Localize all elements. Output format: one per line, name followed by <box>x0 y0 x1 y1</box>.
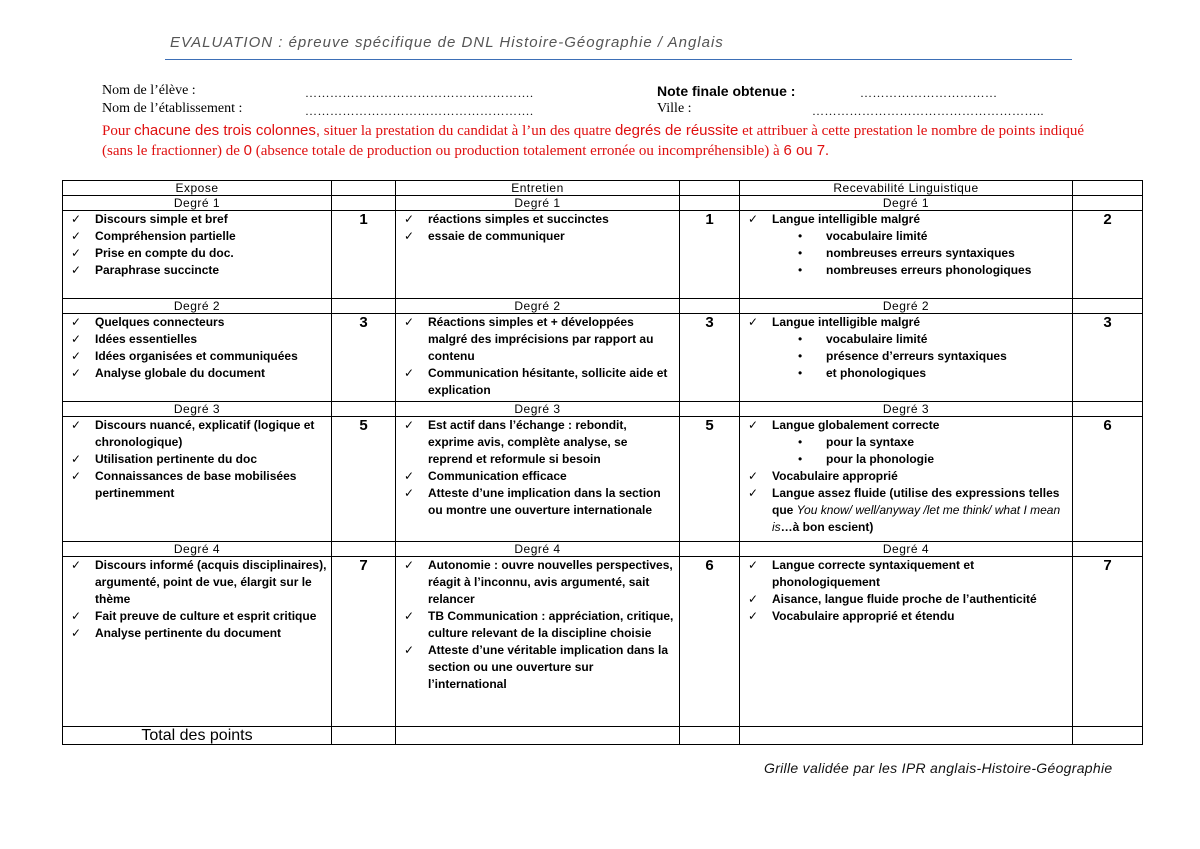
empty-cell <box>1073 196 1143 211</box>
degree-label-entretien: Degré 2 <box>396 299 680 314</box>
degree-label-langue: Degré 4 <box>740 542 1073 557</box>
degree-label-entretien: Degré 1 <box>396 196 680 211</box>
check-icon: ✓ <box>71 332 82 346</box>
degree-label-langue: Degré 3 <box>740 402 1073 417</box>
criterion-text: pour la phonologie <box>826 452 934 466</box>
empty-cell <box>680 299 740 314</box>
check-icon: ✓ <box>71 626 82 640</box>
entretien-criteria-cell <box>396 211 680 299</box>
criterion-item <box>71 348 327 365</box>
check-icon: ✓ <box>748 486 759 500</box>
criterion-text: Compréhension partielle <box>95 229 236 243</box>
student-name-label: Nom de l’élève : <box>102 83 196 98</box>
criterion-text: et phonologiques <box>826 366 926 380</box>
empty-cell <box>680 196 740 211</box>
langue-score: 6 <box>1073 417 1143 542</box>
criterion-item <box>748 451 1068 468</box>
check-icon: ✓ <box>404 229 415 243</box>
check-icon: ✓ <box>71 609 82 623</box>
empty-cell <box>332 181 396 196</box>
check-icon: ✓ <box>71 212 82 226</box>
criterion-text-end: …à bon escient) <box>780 520 874 534</box>
empty-cell <box>332 402 396 417</box>
check-icon: ✓ <box>71 469 82 483</box>
check-icon: ✓ <box>748 469 759 483</box>
criterion-text: Discours simple et bref <box>95 212 228 226</box>
criterion-item <box>71 245 327 262</box>
criterion-text: essaie de communiquer <box>428 229 565 243</box>
criterion-item <box>71 557 327 608</box>
total-points-label: Total des points <box>63 727 332 745</box>
criterion-text: nombreuses erreurs phonologiques <box>826 263 1032 277</box>
empty-cell <box>1073 542 1143 557</box>
check-icon: ✓ <box>71 263 82 277</box>
school-name-field[interactable]: ………………………………………………. <box>305 104 534 118</box>
column-header-row <box>63 181 1143 196</box>
expose-score: 7 <box>332 557 396 727</box>
bullet-icon: • <box>798 366 803 380</box>
check-icon: ✓ <box>748 315 759 329</box>
check-icon: ✓ <box>71 315 82 329</box>
empty-cell <box>332 542 396 557</box>
degree-content-row <box>63 557 1143 727</box>
bullet-icon: • <box>798 332 803 346</box>
document-title: EVALUATION : épreuve spécifique de DNL Histoire-Géographie / Anglais <box>170 34 724 51</box>
criteria-list <box>396 314 679 399</box>
criterion-text: Discours nuancé, explicatif (logique et chronologique) <box>95 418 315 449</box>
total-text-cell[interactable] <box>396 727 680 745</box>
empty-cell <box>680 181 740 196</box>
langue-score: 7 <box>1073 557 1143 727</box>
criterion-item <box>748 262 1068 279</box>
check-icon: ✓ <box>404 609 415 623</box>
criterion-text: TB Communication : appréciation, critique, culture relevant de la discipline choisie <box>428 609 674 640</box>
langue-criteria-cell <box>740 211 1073 299</box>
criterion-item <box>404 417 675 468</box>
empty-cell <box>332 299 396 314</box>
degree-content-row <box>63 417 1143 542</box>
criterion-item <box>748 245 1068 262</box>
check-icon: ✓ <box>71 349 82 363</box>
criterion-item <box>404 228 675 245</box>
check-icon: ✓ <box>404 212 415 226</box>
criteria-list <box>740 557 1072 625</box>
bullet-icon: • <box>798 263 803 277</box>
check-icon: ✓ <box>71 366 82 380</box>
degree-label-expose: Degré 1 <box>63 196 332 211</box>
check-icon: ✓ <box>748 558 759 572</box>
criterion-item <box>748 557 1068 591</box>
criteria-list <box>63 417 331 502</box>
bullet-icon: • <box>798 452 803 466</box>
criterion-item <box>748 434 1068 451</box>
expose-criteria-cell <box>63 211 332 299</box>
degree-header-row <box>63 542 1143 557</box>
degree-label-expose: Degré 3 <box>63 402 332 417</box>
degree-label-langue: Degré 1 <box>740 196 1073 211</box>
criterion-text: Langue assez fluide (utilise des expressions telles que <box>772 486 1060 517</box>
criterion-text: Idées organisées et communiquées <box>95 349 298 363</box>
total-score-cell[interactable] <box>332 727 396 745</box>
evaluation-grid <box>62 180 1143 745</box>
check-icon: ✓ <box>404 469 415 483</box>
criteria-list <box>396 417 679 519</box>
criterion-text: Discours informé (acquis disciplinaires), argumenté, point de vue, élargit sur le thème <box>95 558 327 606</box>
degree-label-entretien: Degré 3 <box>396 402 680 417</box>
check-icon: ✓ <box>404 418 415 432</box>
criterion-text: Vocabulaire approprié et étendu <box>772 609 955 623</box>
criterion-text: Prise en compte du doc. <box>95 246 234 260</box>
criterion-item <box>748 365 1068 382</box>
check-icon: ✓ <box>71 452 82 466</box>
criterion-text: Atteste d’une implication dans la section ou montre une ouverture internationale <box>428 486 661 517</box>
check-icon: ✓ <box>404 558 415 572</box>
check-icon: ✓ <box>71 246 82 260</box>
criterion-text: Communication efficace <box>428 469 567 483</box>
criterion-item <box>404 608 675 642</box>
empty-cell <box>680 402 740 417</box>
criterion-item <box>748 331 1068 348</box>
criterion-item <box>71 211 327 228</box>
entretien-score: 1 <box>680 211 740 299</box>
empty-cell <box>1073 402 1143 417</box>
criterion-text: Réactions simples et + développées malgré des imprécisions par rapport au contenu <box>428 315 654 363</box>
entretien-criteria-cell <box>396 557 680 727</box>
criterion-item <box>748 314 1068 331</box>
empty-cell <box>332 196 396 211</box>
degree-label-expose: Degré 2 <box>63 299 332 314</box>
bullet-icon: • <box>798 435 803 449</box>
column-header-langue: Recevabilité Linguistique <box>740 181 1073 196</box>
criterion-item <box>71 417 327 451</box>
criteria-list <box>740 417 1072 536</box>
expose-criteria-cell <box>63 314 332 402</box>
city-label: Ville : <box>657 101 692 116</box>
criterion-text: pour la syntaxe <box>826 435 915 449</box>
degree-content-row <box>63 314 1143 402</box>
check-icon: ✓ <box>71 558 82 572</box>
criterion-item <box>748 468 1068 485</box>
degree-label-expose: Degré 4 <box>63 542 332 557</box>
criterion-item <box>71 314 327 331</box>
header-rule <box>165 59 1072 60</box>
criterion-item <box>71 365 327 382</box>
criterion-item <box>71 331 327 348</box>
expose-criteria-cell <box>63 417 332 542</box>
bullet-icon: • <box>798 349 803 363</box>
langue-criteria-cell <box>740 417 1073 542</box>
criterion-text: Idées essentielles <box>95 332 198 346</box>
check-icon: ✓ <box>71 229 82 243</box>
degree-label-entretien: Degré 4 <box>396 542 680 557</box>
criterion-item <box>404 642 675 693</box>
langue-criteria-cell <box>740 314 1073 402</box>
check-icon: ✓ <box>404 366 415 380</box>
criterion-text: Quelques connecteurs <box>95 315 225 329</box>
check-icon: ✓ <box>71 418 82 432</box>
criterion-text: Analyse globale du document <box>95 366 266 380</box>
criterion-item <box>404 557 675 608</box>
criterion-text: Autonomie : ouvre nouvelles perspectives, réagit à l’inconnu, avis argumenté, sait relancer <box>428 558 673 606</box>
city-field[interactable]: ……………………………………………….. <box>812 104 1044 118</box>
check-icon: ✓ <box>748 212 759 226</box>
check-icon: ✓ <box>748 418 759 432</box>
expose-score: 1 <box>332 211 396 299</box>
criterion-text: vocabulaire limité <box>826 332 928 346</box>
criterion-item <box>71 451 327 468</box>
criterion-italic-text: You know/ well/anyway /let me think/ what I mean is <box>772 503 1061 534</box>
check-icon: ✓ <box>404 315 415 329</box>
criterion-text: Langue correcte syntaxiquement et phonologiquement <box>772 558 975 589</box>
criterion-item <box>748 485 1068 536</box>
criterion-item <box>71 228 327 245</box>
check-icon: ✓ <box>404 643 415 657</box>
check-icon: ✓ <box>748 609 759 623</box>
final-grade-label: Note finale obtenue : <box>657 83 796 99</box>
criterion-text: Fait preuve de culture et esprit critique <box>95 609 317 623</box>
empty-cell <box>1073 181 1143 196</box>
criteria-list <box>63 211 331 279</box>
expose-criteria-cell <box>63 557 332 727</box>
check-icon: ✓ <box>748 592 759 606</box>
criterion-item <box>404 468 675 485</box>
criterion-text: vocabulaire limité <box>826 229 928 243</box>
instructions: Pour chacune des trois colonnes, situer la prestation du candidat à l’un des quatre degrés de réussite et attribuer à cette prestation le nombre de points indiqué (sans le fractionner) de 0 (absence totale de production ou production totalement erronée ou incompréhensible) à 6 ou 7. <box>102 122 1085 159</box>
entretien-score: 3 <box>680 314 740 402</box>
bullet-icon: • <box>798 229 803 243</box>
degree-header-row <box>63 299 1143 314</box>
degree-header-row <box>63 196 1143 211</box>
criterion-text: Est actif dans l’échange : rebondit, exprime avis, complète analyse, se reprend et reformule si besoin <box>428 418 628 466</box>
total-text-cell[interactable] <box>740 727 1073 745</box>
criterion-text: Connaissances de base mobilisées pertinemment <box>95 469 297 500</box>
final-grade-field[interactable]: …………………………… <box>860 86 998 100</box>
criterion-item <box>748 348 1068 365</box>
entretien-criteria-cell <box>396 417 680 542</box>
criterion-text: réactions simples et succinctes <box>428 212 609 226</box>
entretien-score: 5 <box>680 417 740 542</box>
criterion-text: Analyse pertinente du document <box>95 626 282 640</box>
criterion-text: présence d’erreurs syntaxiques <box>826 349 1007 363</box>
empty-cell <box>1073 299 1143 314</box>
expose-score: 5 <box>332 417 396 542</box>
criterion-item <box>404 314 675 365</box>
criteria-list <box>740 211 1072 279</box>
criteria-list <box>740 314 1072 382</box>
degree-content-row <box>63 211 1143 299</box>
degree-label-langue: Degré 2 <box>740 299 1073 314</box>
criterion-text: Utilisation pertinente du doc <box>95 452 258 466</box>
degree-header-row <box>63 402 1143 417</box>
check-icon: ✓ <box>404 486 415 500</box>
criterion-text: nombreuses erreurs syntaxiques <box>826 246 1015 260</box>
criterion-item <box>71 468 327 502</box>
criterion-item <box>404 365 675 399</box>
langue-criteria-cell <box>740 557 1073 727</box>
criterion-text: Langue intelligible malgré <box>772 212 921 226</box>
langue-score: 3 <box>1073 314 1143 402</box>
criterion-text: Communication hésitante, sollicite aide et explication <box>428 366 668 397</box>
bullet-icon: • <box>798 246 803 260</box>
total-row <box>63 727 1143 745</box>
criterion-text: Paraphrase succincte <box>95 263 220 277</box>
student-name-field[interactable]: ………………………………………………. <box>305 86 534 100</box>
criterion-item <box>404 485 675 519</box>
total-score-cell[interactable] <box>680 727 740 745</box>
criterion-item <box>748 211 1068 228</box>
criterion-item <box>748 608 1068 625</box>
criterion-item <box>71 625 327 642</box>
criterion-item <box>748 417 1068 434</box>
langue-score: 2 <box>1073 211 1143 299</box>
criteria-list <box>396 211 679 245</box>
criterion-text: Vocabulaire approprié <box>772 469 898 483</box>
criterion-text: Atteste d’une véritable implication dans la section ou une ouverture sur l’international <box>428 643 669 691</box>
column-header-expose: Expose <box>63 181 332 196</box>
criteria-list <box>63 557 331 642</box>
criteria-list <box>396 557 679 693</box>
entretien-criteria-cell <box>396 314 680 402</box>
criterion-text: Aisance, langue fluide proche de l’authenticité <box>772 592 1037 606</box>
criterion-item <box>404 211 675 228</box>
column-header-entretien: Entretien <box>396 181 680 196</box>
total-score-cell[interactable] <box>1073 727 1143 745</box>
criteria-list <box>63 314 331 382</box>
school-name-label: Nom de l’établissement : <box>102 101 243 116</box>
entretien-score: 6 <box>680 557 740 727</box>
criterion-item <box>748 228 1068 245</box>
criterion-text: Langue intelligible malgré <box>772 315 921 329</box>
expose-score: 3 <box>332 314 396 402</box>
criterion-text: Langue globalement correcte <box>772 418 940 432</box>
criterion-item <box>748 591 1068 608</box>
criterion-item <box>71 608 327 625</box>
empty-cell <box>680 542 740 557</box>
validation-note: Grille validée par les IPR anglais-Histoire-Géographie <box>764 760 1113 776</box>
criterion-item <box>71 262 327 279</box>
